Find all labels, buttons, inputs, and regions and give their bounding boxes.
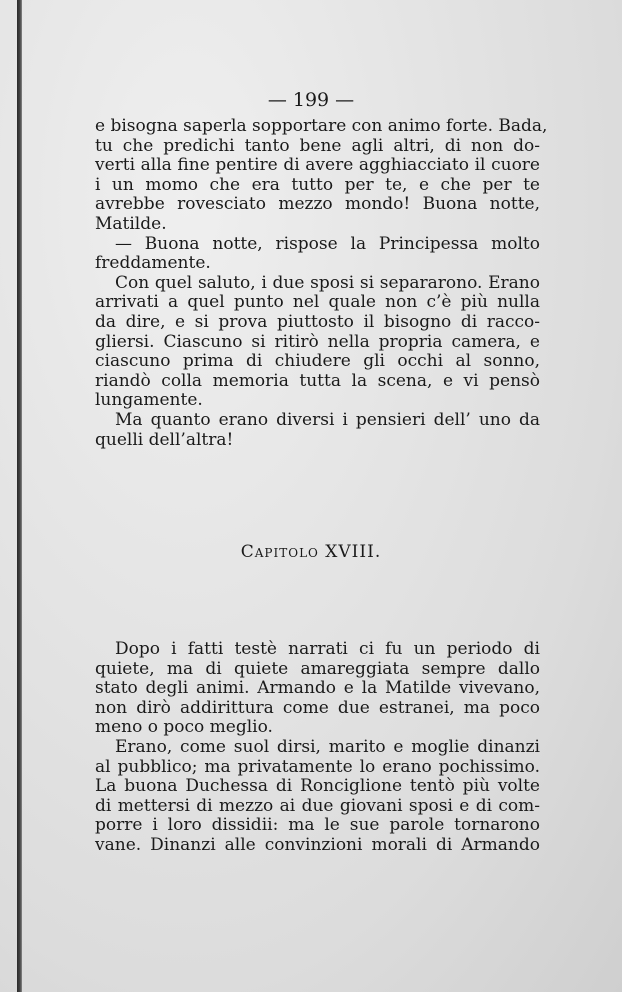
text-line: ciascuno prima di chiudere gli occhi al sonno,: [95, 351, 540, 372]
text-line: al pubblico; ma privatamente lo erano pochissimo.: [95, 756, 540, 777]
paragraph-block-top: [95, 116, 548, 450]
text-line: quelli dell’altra!: [95, 429, 234, 450]
text-line: tu che predichi tanto bene agli altri, di non do-: [95, 135, 540, 156]
paragraph-block-bottom: [95, 640, 540, 856]
text-line: non dirò addirittura come due estranei, ma poco: [95, 697, 540, 718]
page-number: — 199 —: [267, 89, 355, 111]
text-line: — Buona notte, rispose la Principessa molto: [115, 233, 540, 254]
text-line: porre i loro dissidii: ma le sue parole tornarono: [95, 815, 540, 836]
text-line: quiete, ma di quiete amareggiata sempre dallo: [95, 658, 540, 679]
binding-edge: [17, 0, 22, 992]
text-line: avrebbe rovesciato mezzo mondo! Buona notte,: [95, 194, 540, 215]
text-line: Erano, come suol dirsi, marito e moglie dinanzi: [115, 736, 540, 757]
text-line: gliersi. Ciascuno si ritirò nella propria camera, e: [95, 331, 540, 352]
text-line: da dire, e si prova piuttosto il bisogno di racco-: [95, 311, 540, 332]
text-line: lungamente.: [95, 390, 203, 411]
text-line: di mettersi di mezzo ai due giovani sposi e di com-: [95, 795, 540, 816]
text-line: Dopo i fatti testè narrati ci fu un periodo di: [115, 639, 540, 659]
text-line: e bisogna saperla sopportare con animo forte. Bada,: [95, 116, 548, 136]
chapter-heading: [0, 541, 622, 563]
text-line: meno o poco meglio.: [95, 717, 273, 738]
text-line: stato degli animi. Armando e la Matilde vivevano,: [95, 678, 540, 699]
text-line: arrivati a quel punto nel quale non c’è più nulla: [95, 292, 540, 313]
text-line: verti alla fine pentire di avere agghiacciato il cuore: [95, 155, 540, 176]
text-line: i un momo che era tutto per te, e che per te: [95, 174, 540, 195]
text-line: riandò colla memoria tutta la scena, e vi pensò: [95, 370, 540, 391]
chapter-number: XVIII.: [325, 542, 382, 562]
text-line: Matilde.: [95, 213, 167, 234]
text-line: Ma quanto erano diversi i pensieri dell’ uno da: [115, 409, 540, 430]
text-line: vane. Dinanzi alle convinzioni morali di Armando: [95, 834, 540, 855]
text-line: freddamente.: [95, 253, 211, 274]
chapter-label: Capitolo: [240, 542, 319, 562]
text-line: La buona Duchessa di Ronciglione tentò più volte: [95, 776, 540, 797]
text-line: Con quel saluto, i due sposi si separarono. Erano: [115, 272, 540, 293]
